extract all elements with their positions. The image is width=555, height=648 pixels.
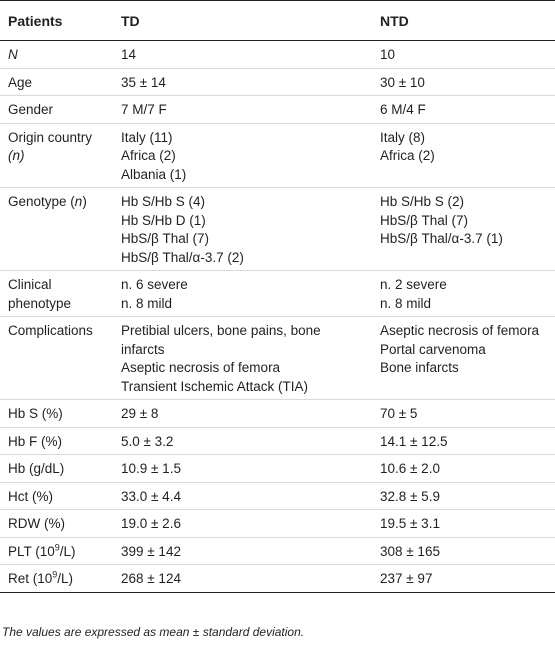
table-row bbox=[0, 123, 555, 188]
label-sup: 9 bbox=[52, 569, 58, 580]
table-row bbox=[0, 68, 555, 96]
label-text: /L) bbox=[59, 543, 76, 559]
cell-td bbox=[113, 317, 372, 400]
cell-line: HbS/β Thal (7) bbox=[380, 212, 469, 228]
cell-ntd: 30 ± 10 bbox=[372, 68, 555, 96]
row-label-complications: Complications bbox=[0, 317, 113, 400]
header-patients: Patients bbox=[0, 1, 113, 41]
label-line: phenotype bbox=[8, 295, 72, 311]
cell-td: 7 M/7 F bbox=[113, 96, 372, 124]
cell-ntd: 70 ± 5 bbox=[372, 400, 555, 428]
cell-line: Italy (11) bbox=[121, 129, 173, 145]
table-row bbox=[0, 96, 555, 124]
row-label-rdw: RDW (%) bbox=[0, 510, 113, 538]
table-row bbox=[0, 188, 555, 271]
cell-td: 35 ± 14 bbox=[113, 68, 372, 96]
row-label-clinical-phenotype bbox=[0, 271, 113, 317]
label-text: ) bbox=[82, 194, 87, 209]
label-line: Clinical bbox=[8, 277, 52, 292]
label-text: Genotype ( bbox=[8, 194, 75, 209]
cell-line: Bone infarcts bbox=[380, 360, 459, 375]
table-row bbox=[0, 41, 555, 69]
row-label-genotype bbox=[0, 188, 113, 271]
table-row bbox=[0, 400, 555, 428]
cell-line: HbS/β Thal/α-3.7 (2) bbox=[121, 249, 244, 265]
cell-line: Italy (8) bbox=[380, 129, 426, 145]
table-row bbox=[0, 317, 555, 400]
cell-td bbox=[113, 271, 372, 317]
cell-line: Africa (2) bbox=[121, 148, 176, 163]
cell-line: n. 8 mild bbox=[121, 295, 173, 311]
cell-line: infarcts bbox=[121, 341, 165, 357]
row-label-n: N bbox=[0, 41, 113, 69]
cell-td: 5.0 ± 3.2 bbox=[113, 427, 372, 455]
cell-td: 29 ± 8 bbox=[113, 400, 372, 428]
row-label-gender: Gender bbox=[0, 96, 113, 124]
label-line: (n) bbox=[8, 148, 25, 163]
header-td: TD bbox=[113, 1, 372, 41]
row-label-hct: Hct (%) bbox=[0, 482, 113, 510]
cell-line: Albania (1) bbox=[121, 166, 187, 182]
table-row bbox=[0, 455, 555, 483]
cell-line: HbS/β Thal/α-3.7 (1) bbox=[380, 231, 503, 246]
cell-line: Africa (2) bbox=[380, 148, 435, 163]
cell-line: Hb S/Hb S (2) bbox=[380, 194, 465, 209]
cell-td: 10.9 ± 1.5 bbox=[113, 455, 372, 483]
cell-ntd: 10 bbox=[372, 41, 555, 69]
cell-ntd: 10.6 ± 2.0 bbox=[372, 455, 555, 483]
cell-line: n. 8 mild bbox=[380, 295, 432, 311]
table-row bbox=[0, 537, 555, 565]
cell-line: n. 6 severe bbox=[121, 277, 188, 292]
cell-line: Hb S/Hb S (4) bbox=[121, 194, 206, 209]
header-ntd: NTD bbox=[372, 1, 555, 41]
cell-ntd: 6 M/4 F bbox=[372, 96, 555, 124]
table-header-row bbox=[0, 1, 555, 41]
label-sup: 9 bbox=[54, 542, 60, 552]
cell-line: Pretibial ulcers, bone pains, bone bbox=[121, 323, 321, 338]
cell-td bbox=[113, 123, 372, 188]
cell-ntd: 19.5 ± 3.1 bbox=[372, 510, 555, 538]
table-row bbox=[0, 271, 555, 317]
cell-ntd bbox=[372, 271, 555, 317]
cell-ntd bbox=[372, 317, 555, 400]
row-label-plt bbox=[0, 537, 113, 565]
cell-td: 14 bbox=[113, 41, 372, 69]
cell-ntd: 14.1 ± 12.5 bbox=[372, 427, 555, 455]
label-text: Ret (10 bbox=[8, 571, 53, 586]
cell-line: Aseptic necrosis of femora bbox=[380, 323, 540, 338]
label-text: /L) bbox=[57, 571, 74, 586]
row-label-hb-f: Hb F (%) bbox=[0, 427, 113, 455]
cell-ntd bbox=[372, 188, 555, 271]
cell-ntd: 308 ± 165 bbox=[372, 537, 555, 565]
cell-td: 19.0 ± 2.6 bbox=[113, 510, 372, 538]
cell-line: Transient Ischemic Attack (TIA) bbox=[121, 378, 309, 394]
cell-ntd: 237 ± 97 bbox=[372, 565, 555, 593]
cell-line: Hb S/Hb D (1) bbox=[121, 212, 206, 228]
table-row bbox=[0, 565, 555, 593]
row-label-hb: Hb (g/dL) bbox=[0, 455, 113, 483]
cell-td bbox=[113, 188, 372, 271]
table-row bbox=[0, 510, 555, 538]
table-row bbox=[0, 427, 555, 455]
cell-line: HbS/β Thal (7) bbox=[121, 231, 210, 246]
cell-td: 268 ± 124 bbox=[113, 565, 372, 593]
table-row bbox=[0, 482, 555, 510]
row-label-hb-s: Hb S (%) bbox=[0, 400, 113, 428]
cell-ntd bbox=[372, 123, 555, 188]
label-n: n bbox=[74, 194, 83, 209]
cell-ntd: 32.8 ± 5.9 bbox=[372, 482, 555, 510]
table-footnote: The values are expressed as mean ± standard deviation. bbox=[2, 625, 305, 639]
cell-td: 399 ± 142 bbox=[113, 537, 372, 565]
label-line: Origin country bbox=[8, 129, 93, 145]
row-label-age: Age bbox=[0, 68, 113, 96]
row-label-ret bbox=[0, 565, 113, 593]
cell-line: Portal carvenoma bbox=[380, 341, 486, 357]
cell-line: n. 2 severe bbox=[380, 277, 447, 292]
cell-td: 33.0 ± 4.4 bbox=[113, 482, 372, 510]
cell-line: Aseptic necrosis of femora bbox=[121, 360, 281, 375]
row-label-origin-country bbox=[0, 123, 113, 188]
label-text: PLT (10 bbox=[8, 543, 55, 559]
